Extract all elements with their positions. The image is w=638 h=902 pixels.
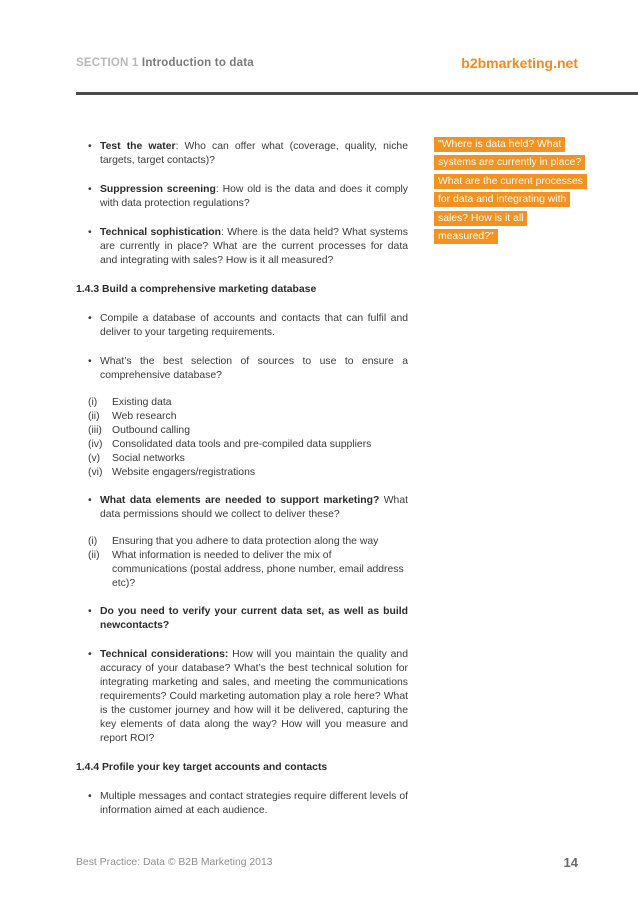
list-number: (ii) (88, 411, 100, 422)
header-divider (76, 92, 638, 95)
bullet-text: : Where is the data held? What systems are currently in place? What are the current processes for data and integrating with sales? How is it all measured? (100, 227, 408, 266)
bullet-dot: • (88, 649, 92, 660)
bullet-text: Multiple messages and contact strategies require different levels of information aimed at each audience. (100, 791, 408, 816)
list-item (88, 424, 408, 438)
list-text: Outbound calling (112, 425, 190, 436)
list-text: Web research (112, 411, 177, 422)
bullet-text: What’s the best selection of sources to use to ensure a comprehensive database? (100, 356, 408, 381)
bullet-text: : How old is the data and does it comply with data protection regulations? (100, 184, 409, 209)
list-number: (i) (88, 536, 98, 547)
list-text: Social networks (112, 453, 185, 464)
bullet-dot: • (88, 141, 92, 152)
bullet-text: How will you maintain the quality and accuracy of your database? What’s the best technical solution for integrating marketing and sales, and meeting the communications requirements? Could marketing automation play a role here? What is the customer journey and how will it be delivered, capturing the key elements of data along the way? How will you measure and report ROI? (100, 649, 408, 744)
section-title: Introduction to data (141, 57, 254, 69)
page-header (76, 55, 580, 75)
list-item (88, 410, 408, 424)
list-number: (ii) (88, 550, 100, 561)
bullet-data-elements (76, 494, 408, 522)
bullet-term: Technical sophistication (100, 227, 221, 238)
list-item (88, 396, 408, 410)
pull-quote (434, 136, 584, 246)
bullet-verify-data (76, 605, 408, 633)
bullet-term: Test the water (100, 141, 176, 152)
bullet-best-selection (76, 355, 408, 383)
bullet-dot: • (88, 356, 92, 367)
list-text: Existing data (112, 397, 172, 408)
footer-copyright: Best Practice: Data © B2B Marketing 2013 (76, 857, 273, 868)
page-footer (76, 855, 580, 871)
section-heading-1-4-4: 1.4.4 Profile your key target accounts and contacts (76, 762, 328, 773)
brand-link[interactable]: b2bmarketing.net (461, 55, 578, 71)
pull-quote-text: "Where is data held? What systems are currently in place? What are the current processes for data and integrating with sales? How is it all measured?" (434, 137, 587, 244)
list-text: Ensuring that you adhere to data protection along the way (112, 536, 379, 547)
bullet-technical-sophistication (76, 226, 408, 268)
list-text: What information is needed to deliver the mix of communications (postal address, phone number, email address etc)? (112, 550, 404, 589)
bullet-term: Technical considerations: (100, 649, 229, 660)
section-label (76, 57, 254, 69)
list-item (88, 549, 408, 591)
list-number: (vi) (88, 467, 103, 478)
list-text: Consolidated data tools and pre-compiled data suppliers (112, 439, 372, 450)
list-item (88, 466, 408, 480)
bullet-dot: • (88, 606, 92, 617)
bullet-technical-considerations (76, 648, 408, 746)
bullet-multiple-messages (76, 790, 408, 818)
section-number: SECTION 1 (76, 57, 139, 69)
bullet-test-the-water (76, 140, 408, 168)
bullet-dot: • (88, 495, 92, 506)
sources-list (88, 396, 408, 480)
bullet-dot: • (88, 227, 92, 238)
bullet-compile-database (76, 312, 408, 340)
bullet-dot: • (88, 184, 92, 195)
list-number: (i) (88, 397, 98, 408)
bullet-text: What data permissions should we collect to deliver these? (100, 495, 408, 520)
list-item (88, 535, 408, 549)
page-number: 14 (563, 855, 578, 870)
list-number: (iii) (88, 425, 102, 436)
list-text: Website engagers/registrations (112, 467, 256, 478)
list-item (88, 452, 408, 466)
list-number: (v) (88, 453, 101, 464)
permissions-list (88, 535, 408, 591)
bullet-suppression-screening (76, 183, 408, 211)
list-item (88, 438, 408, 452)
bullet-text: Compile a database of accounts and contacts that can fulfil and deliver to your targeting requirements. (100, 313, 408, 338)
bullet-term: Do you need to verify your current data set, as well as build newcontacts? (100, 606, 408, 631)
bullet-dot: • (88, 791, 92, 802)
bullet-text: : Who can offer what (coverage, quality, niche targets, target contacts)? (100, 141, 408, 166)
section-heading-1-4-3: 1.4.3 Build a comprehensive marketing database (76, 284, 317, 295)
bullet-term: What data elements are needed to support marketing? (100, 495, 380, 506)
bullet-dot: • (88, 313, 92, 324)
list-number: (iv) (88, 439, 103, 450)
main-column (76, 140, 408, 833)
bullet-term: Suppression screening (100, 184, 216, 195)
